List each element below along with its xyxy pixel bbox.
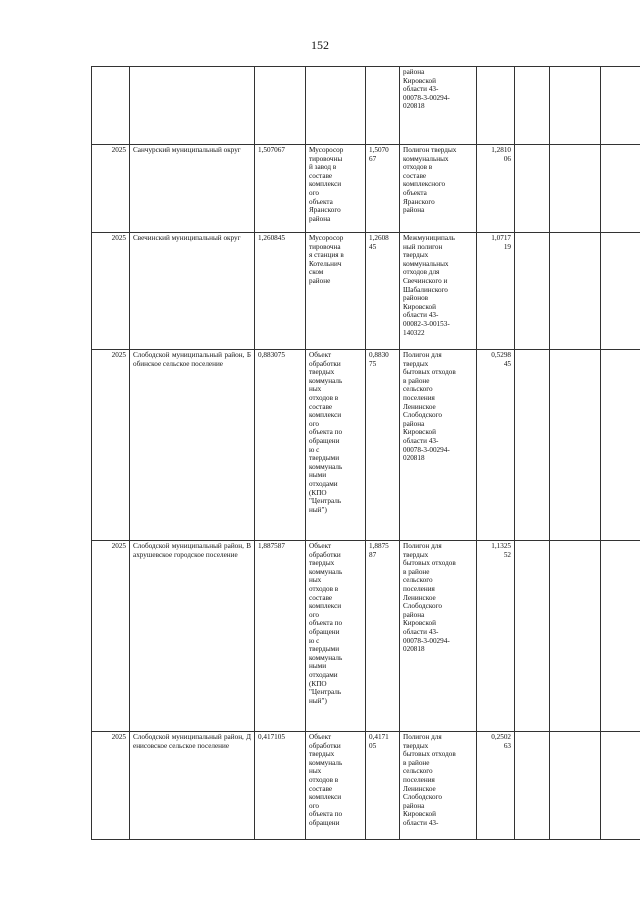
cell-empty xyxy=(550,233,601,350)
cell-year: 2025 xyxy=(92,233,130,350)
cell-processing-object: Мусоросор тировочны й завод в составе комплекси ого объекта Яранского района xyxy=(306,145,366,233)
cell-municipality xyxy=(130,67,255,145)
cell-disposal-object: Полигон для твердых бытовых отходов в районе сельского поселения Ленинское Слободского района Кировской области 43- 00078-3-00294- 020818 xyxy=(400,350,477,541)
table-row xyxy=(92,732,640,840)
cell-processed-mass: 1,8875 87 xyxy=(366,541,400,732)
cell-disposal-mass xyxy=(477,67,515,145)
cell-waste-mass: 0,883075 xyxy=(255,350,306,541)
cell-year xyxy=(92,67,130,145)
cell-empty xyxy=(515,350,550,541)
cell-empty xyxy=(601,732,640,840)
cell-disposal-mass: 0,2502 63 xyxy=(477,732,515,840)
cell-processing-object: Объект обработки твердых коммуналь ных отходов в составе комплекси ого объекта по обращени ю с твердыми коммуналь ными отходами (КПО "Централь ный") xyxy=(306,350,366,541)
table-body xyxy=(92,67,640,840)
cell-empty xyxy=(601,350,640,541)
cell-disposal-object: Межмуниципаль ный полигон твердых коммунальных отходов для Свечинского и Шабалинского районов Кировской области 43- 00082-3-00153- 140322 xyxy=(400,233,477,350)
cell-empty xyxy=(515,67,550,145)
cell-waste-mass: 1,260845 xyxy=(255,233,306,350)
table-row xyxy=(92,350,640,541)
cell-disposal-mass: 1,0717 19 xyxy=(477,233,515,350)
cell-disposal-mass: 0,5298 45 xyxy=(477,350,515,541)
cell-waste-mass xyxy=(255,67,306,145)
cell-year: 2025 xyxy=(92,350,130,541)
waste-flow-table xyxy=(91,66,640,840)
cell-processing-object: Объект обработки твердых коммуналь ных отходов в составе комплекси ого объекта по обращени ю с твердыми коммуналь ными отходами (КПО "Централь ный") xyxy=(306,541,366,732)
cell-processed-mass: 0,8830 75 xyxy=(366,350,400,541)
cell-waste-mass: 1,507067 xyxy=(255,145,306,233)
cell-municipality: Свечинский муниципальный округ xyxy=(130,233,255,350)
page-number: 152 xyxy=(311,38,329,52)
cell-empty xyxy=(601,541,640,732)
cell-year: 2025 xyxy=(92,541,130,732)
cell-empty xyxy=(550,145,601,233)
cell-disposal-object: Полигон для твердых бытовых отходов в районе сельского поселения Ленинское Слободского района Кировской области 43- 00078-3-00294- 020818 xyxy=(400,541,477,732)
cell-disposal-mass: 1,2810 06 xyxy=(477,145,515,233)
table-row xyxy=(92,67,640,145)
cell-municipality: Слободской муниципальный район, Бобинское сельское поселение xyxy=(130,350,255,541)
cell-empty xyxy=(515,732,550,840)
cell-empty xyxy=(601,67,640,145)
cell-processing-object: Мусоросор тировочна я станция в Котельнич ском районе xyxy=(306,233,366,350)
cell-municipality: Слободской муниципальный район, Вахрушевское городское поселение xyxy=(130,541,255,732)
cell-disposal-mass: 1,1325 52 xyxy=(477,541,515,732)
table-row xyxy=(92,145,640,233)
cell-processed-mass xyxy=(366,67,400,145)
cell-empty xyxy=(550,350,601,541)
cell-municipality: Санчурский муниципальный округ xyxy=(130,145,255,233)
cell-processed-mass: 1,5070 67 xyxy=(366,145,400,233)
cell-empty xyxy=(601,233,640,350)
cell-empty xyxy=(601,145,640,233)
table-row xyxy=(92,233,640,350)
cell-processing-object: Объект обработки твердых коммуналь ных отходов в составе комплекси ого объекта по обращени xyxy=(306,732,366,840)
cell-processed-mass: 1,2608 45 xyxy=(366,233,400,350)
cell-empty xyxy=(550,541,601,732)
cell-empty xyxy=(550,732,601,840)
cell-empty xyxy=(515,541,550,732)
cell-year: 2025 xyxy=(92,145,130,233)
cell-year: 2025 xyxy=(92,732,130,840)
cell-processed-mass: 0,4171 05 xyxy=(366,732,400,840)
cell-empty xyxy=(515,233,550,350)
cell-waste-mass: 0,417105 xyxy=(255,732,306,840)
cell-waste-mass: 1,887587 xyxy=(255,541,306,732)
cell-municipality: Слободской муниципальный район, Денисовское сельское поселение xyxy=(130,732,255,840)
table-row xyxy=(92,541,640,732)
cell-disposal-object: Полигон для твердых бытовых отходов в районе сельского поселения Ленинское Слободского района Кировской области 43- xyxy=(400,732,477,840)
cell-empty xyxy=(515,145,550,233)
cell-disposal-object: района Кировской области 43- 00078-3-00294- 020818 xyxy=(400,67,477,145)
cell-disposal-object: Полигон твердых коммунальных отходов в составе комплексного объекта Яранского района xyxy=(400,145,477,233)
cell-empty xyxy=(550,67,601,145)
cell-processing-object xyxy=(306,67,366,145)
